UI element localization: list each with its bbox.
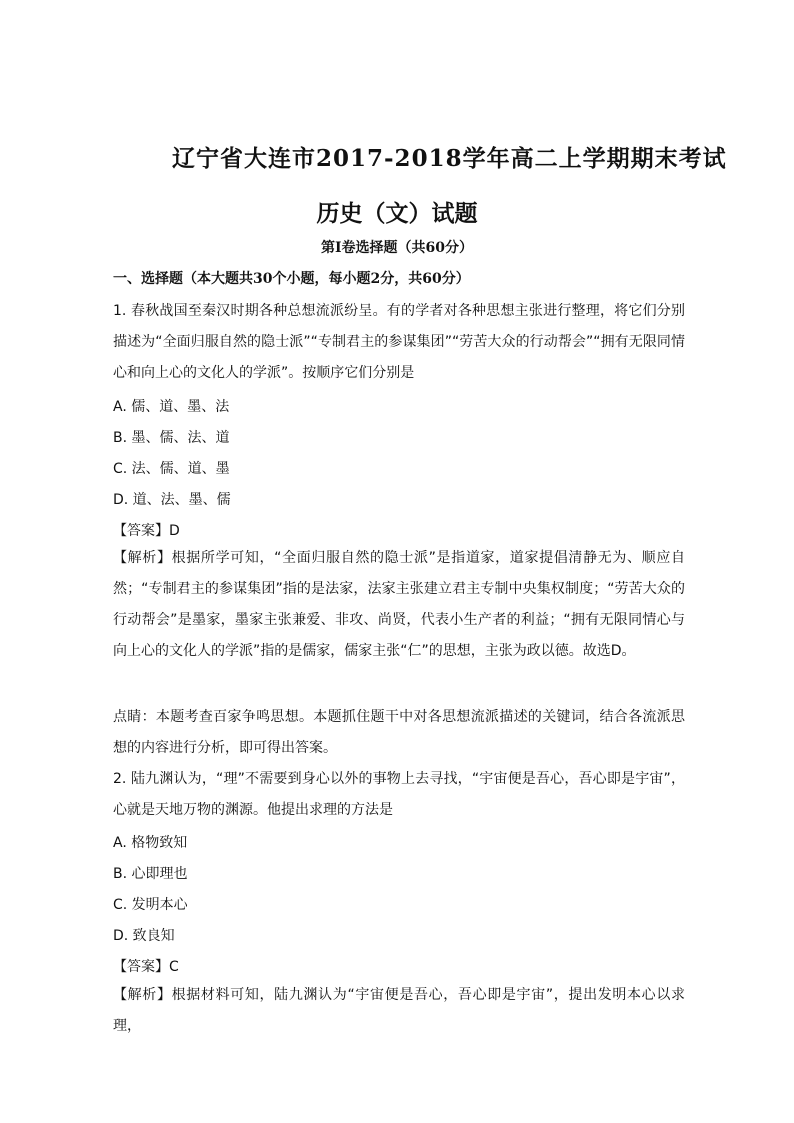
question-2-stem: 2. 陆九渊认为，“理”不需要到身心以外的事物上去寻找，“宇宙便是吾心，吾心即是宇宙”，心就是天地万物的渊源。他提出求理的方法是	[113, 771, 685, 818]
part-heading: 一、选择题（本大题共30个小题，每小题2分，共60分）	[113, 271, 470, 287]
question-1-analysis: 【解析】根据所学可知，“全面归服自然的隐士派”是指道家，道家提倡清静无为、顺应自然；“专制君主的参谋集团”指的是法家，法家主张建立君主专制中央集权制度；“劳苦大众的行动帮会”是墨家，墨家主张兼爱、非攻、尚贤，代表小生产者的利益；“拥有无限同情心与向上心的文化人的学派”指的是儒家，儒家主张“仁”的思想，主张为政以德。故选D。	[113, 550, 685, 659]
section-title: 第I卷选择题（共60分）	[320, 240, 474, 256]
question-1-stem: 1. 春秋战国至秦汉时期各种总想流派纷呈。有的学者对各种思想主张进行整理，将它们分别描述为“全面归服自然的隐士派”“专制君主的参谋集团”“劳苦大众的行动帮会”“拥有无限同情心和向上心的文化人的学派”。按顺序它们分别是	[113, 303, 685, 381]
question-2-option-a: A. 格物致知	[113, 835, 188, 851]
question-2-analysis: 【解析】根据材料可知，陆九渊认为“宇宙便是吾心，吾心即是宇宙”，提出发明本心以求理，	[113, 987, 685, 1034]
question-2-option-c: C. 发明本心	[113, 897, 188, 913]
question-1-option-a: A. 儒、道、墨、法	[113, 399, 230, 415]
question-1-option-d: D. 道、法、墨、儒	[113, 492, 231, 508]
question-2-answer: 【答案】C	[113, 959, 179, 975]
exam-title-line1: 辽宁省大连市2017-2018学年高二上学期期末考试	[172, 145, 727, 172]
question-2-option-d: D. 致良知	[113, 928, 175, 944]
question-1-option-c: C. 法、儒、道、墨	[113, 461, 230, 477]
exam-title-line2: 历史（文）试题	[316, 200, 478, 227]
question-1-answer: 【答案】D	[113, 523, 180, 539]
question-1-option-b: B. 墨、儒、法、道	[113, 430, 230, 446]
question-1-comment: 点睛：本题考查百家争鸣思想。本题抓住题干中对各思想流派描述的关键词，结合各流派思想的内容进行分析，即可得出答案。	[113, 709, 685, 756]
question-2-option-b: B. 心即理也	[113, 866, 188, 882]
